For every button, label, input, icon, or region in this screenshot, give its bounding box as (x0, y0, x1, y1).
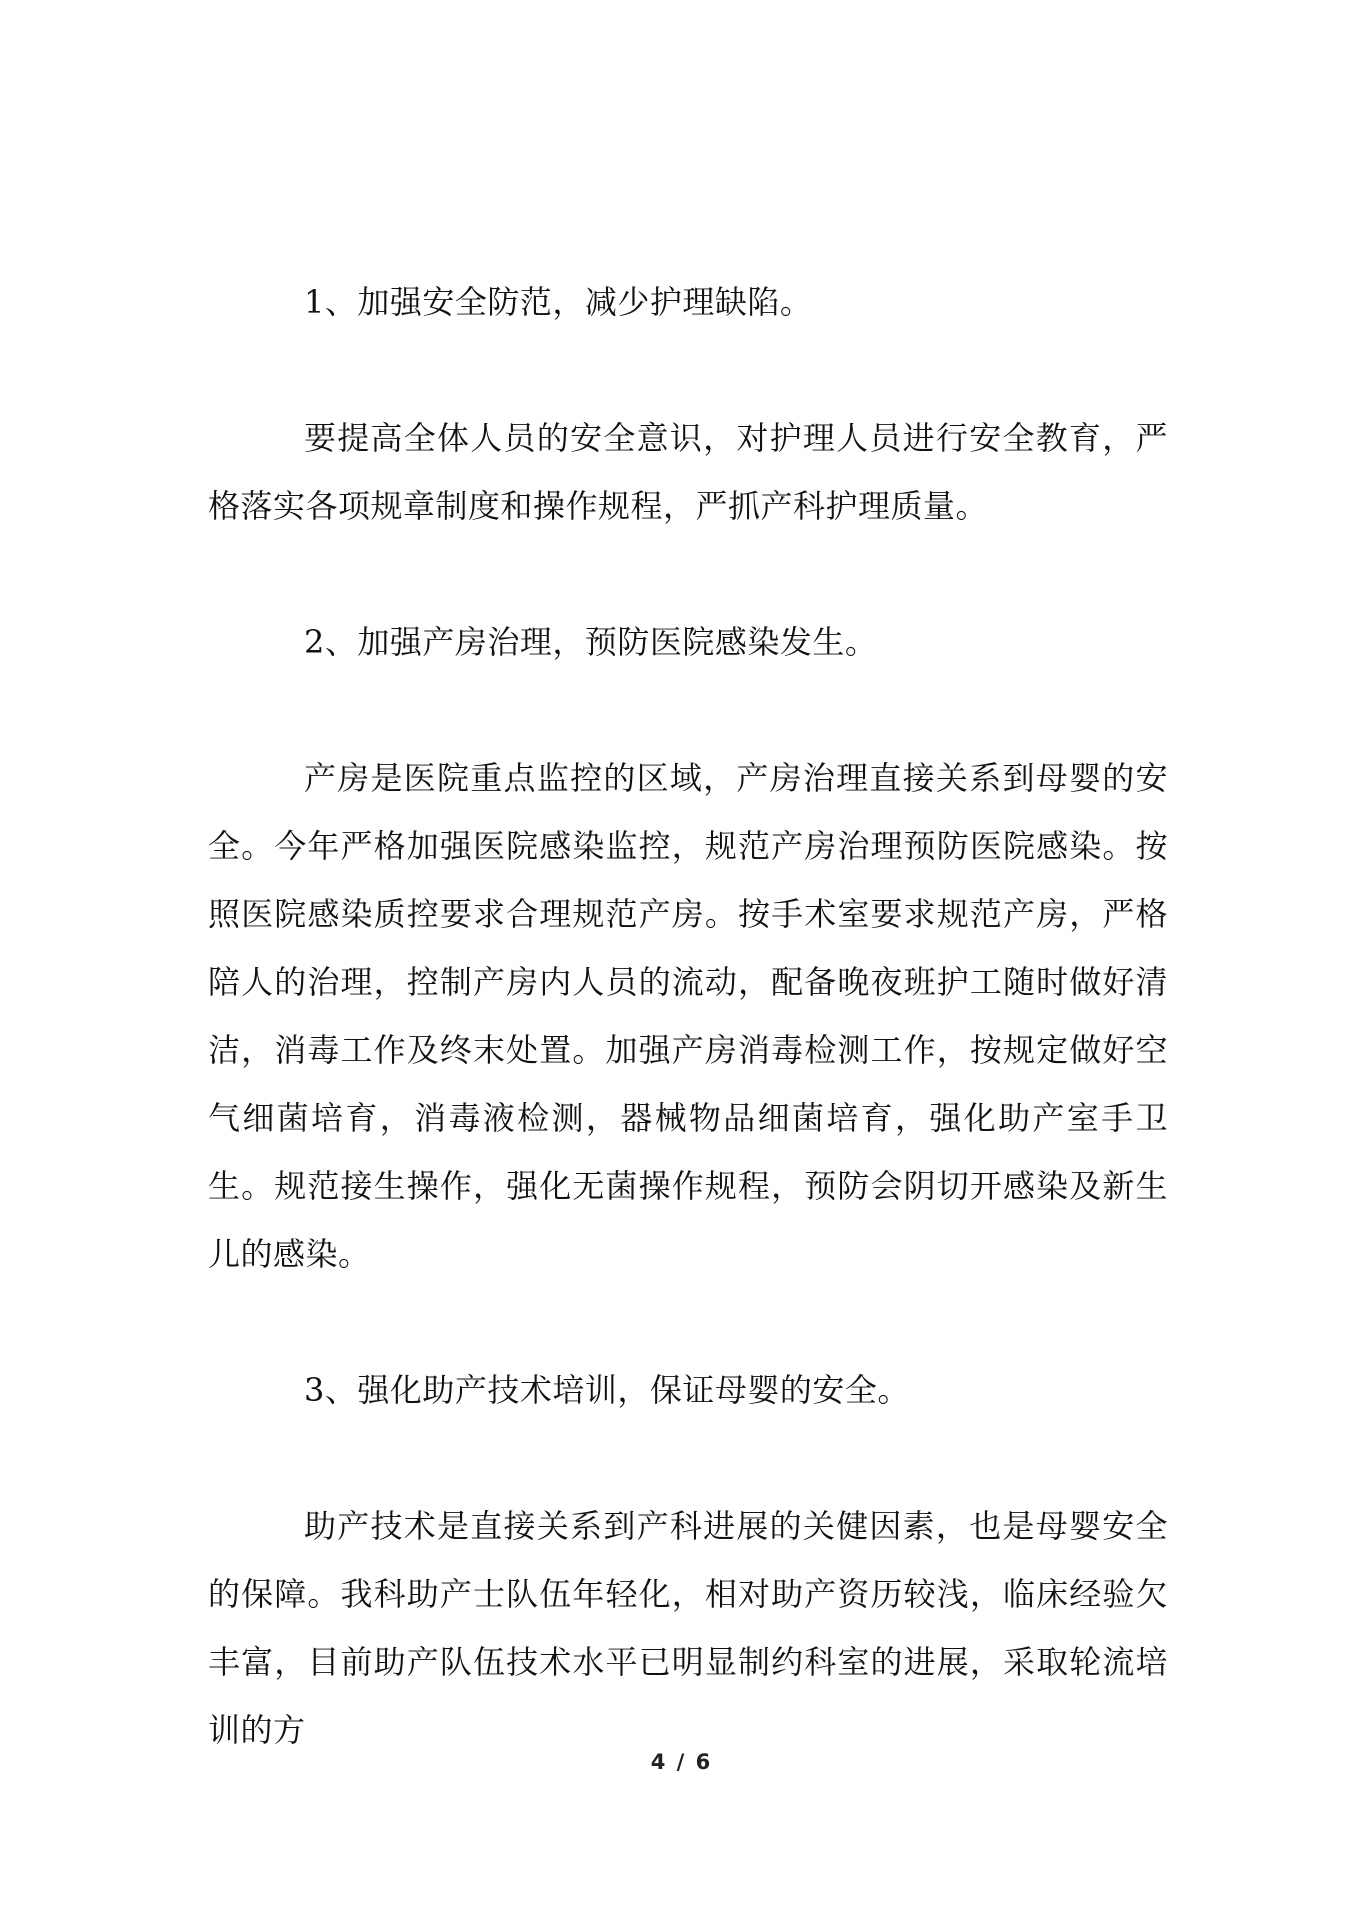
section-heading-1: 1、加强安全防范，减少护理缺陷。 (304, 283, 813, 321)
section-heading-2: 2、加强产房治理，预防医院感染发生。 (304, 623, 878, 661)
section-heading-3: 3、强化助产技术培训，保证母婴的安全。 (304, 1371, 910, 1409)
section-paragraph-3: 助产技术是直接关系到产科进展的关健因素，也是母婴安全的保障。我科助产士队伍年轻化，相对助产资历较浅，临床经验欠丰富，目前助产队伍技术水平已明显制约科室的进展，采取轮流培训的方 (208, 1507, 1168, 1749)
document-body (208, 268, 1168, 1764)
section-paragraph-2: 产房是医院重点监控的区域，产房治理直接关系到母婴的安全。今年严格加强医院感染监控，规范产房治理预防医院感染。按照医院感染质控要求合理规范产房。按手术室要求规范产房，严格陪人的治理，控制产房内人员的流动，配备晚夜班护工随时做好清洁，消毒工作及终末处置。加强产房消毒检测工作，按规定做好空气细菌培育，消毒液检测，器械物品细菌培育，强化助产室手卫生。规范接生操作，强化无菌操作规程，预防会阴切开感染及新生儿的感染。 (208, 759, 1168, 1273)
section-paragraph-1: 要提高全体人员的安全意识，对护理人员进行安全教育，严格落实各项规章制度和操作规程，严抓产科护理质量。 (208, 419, 1168, 525)
page-number: 4 / 6 (650, 1750, 713, 1774)
